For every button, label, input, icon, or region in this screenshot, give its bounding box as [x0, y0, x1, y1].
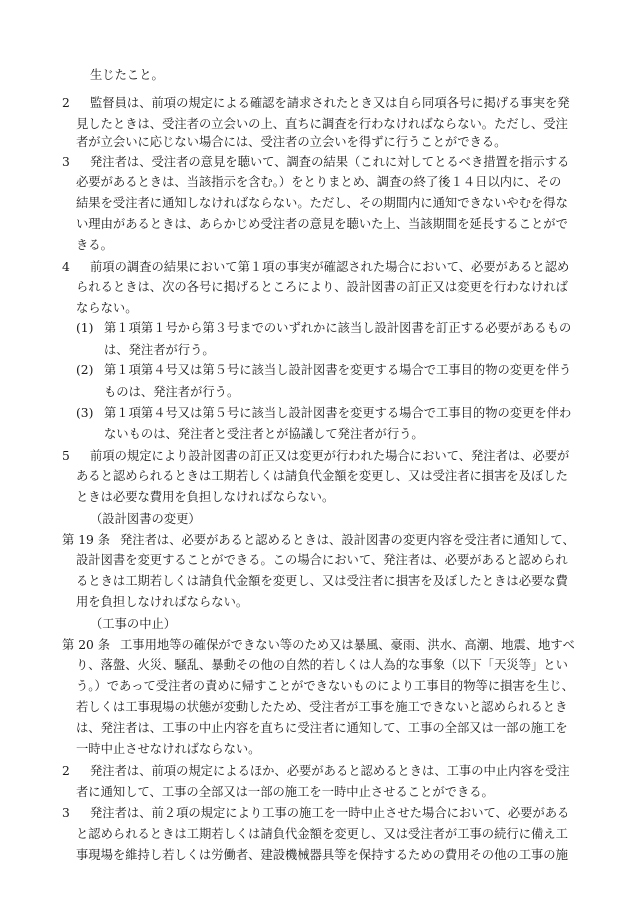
paragraph-number: 3: [62, 155, 70, 169]
article-caption: （工事の中止）: [90, 617, 177, 631]
text-line: 生じたこと。: [90, 68, 164, 82]
text-line: 者に通知して、工事の全部又は一部の施工を一時中止させることができる。: [76, 785, 494, 799]
text-line: 一時中止させなければならない。: [76, 742, 261, 756]
article-number: 第 20 条: [62, 638, 111, 652]
text-line: 設計図書を変更することができる。この場合において、発注者は、必要があると認められ: [76, 553, 568, 567]
text-line: きる。: [76, 238, 113, 252]
text-line: 前項の調査の結果において第１項の事実が確認された場合において、必要があると認め: [90, 260, 570, 274]
article-caption: （設計図書の変更）: [90, 512, 201, 526]
item-number: (3): [76, 406, 94, 420]
text-line: あると認められるときは工期若しくは請負代金額を変更し、又は受注者に損害を及ぼした: [76, 469, 568, 483]
text-line: 者が立会いに応じない場合には、受注者の立会いを得ずに行うことができる。: [76, 135, 507, 149]
text-line: は、発注者が行う。: [104, 343, 215, 357]
paragraph-number: 2: [62, 96, 70, 110]
item-number: (2): [76, 363, 94, 377]
text-line: う。）であって受注者の責めに帰すことができないものにより工事目的物等に損害を生じ、: [76, 679, 574, 693]
paragraph-number: 3: [62, 806, 70, 820]
text-line: 前項の規定により設計図書の訂正又は変更が行われた場合において、発注者は、必要が: [90, 449, 570, 463]
item-number: (1): [76, 321, 94, 335]
text-line: 用を負担しなければならない。: [76, 595, 249, 609]
text-line: 若しくは工事現場の状態が変動したため、受注者が工事を施工できないと認められるとき: [76, 700, 568, 714]
text-line: 第１項第４号又は第５号に該当し設計図書を変更する場合で工事目的物の変更を伴う: [104, 363, 572, 377]
article-number: 第 19 条: [62, 533, 111, 547]
text-line: 発注者は、受注者の意見を聴いて、調査の結果（これに対してとるべき措置を指示する: [90, 155, 570, 169]
text-line: 監督員は、前項の規定による確認を請求されたとき又は自ら同項各号に掲げる事実を発: [90, 96, 570, 110]
text-line: り、落盤、火災、騒乱、暴動その他の自然的若しくは人為的な事象（以下「天災等」とい: [76, 658, 568, 672]
text-line: ものは、発注者が行う。: [104, 385, 240, 399]
text-line: ときは必要な費用を負担しなければならない。: [76, 490, 335, 504]
paragraph-number: 2: [62, 764, 70, 778]
text-line: 結果を受注者に通知しなければならない。ただし、その期間内に通知できないやむを得な: [76, 196, 568, 210]
text-line: は、発注者は、工事の中止内容を直ちに受注者に通知して、工事の全部又は一部の施工を: [76, 721, 568, 735]
text-line: と認められるときは工期若しくは請負代金額を変更し、又は受注者が工事の続行に備え工: [76, 827, 568, 841]
paragraph-number: 4: [62, 260, 70, 274]
text-line: 第１項第４号又は第５号に該当し設計図書を変更する場合で工事目的物の変更を伴わ: [104, 406, 572, 420]
text-line: 発注者は、前項の規定によるほか、必要があると認めるときは、工事の中止内容を受注: [90, 764, 570, 778]
text-line: 第１項第１号から第３号までのいずれかに該当し設計図書を訂正する必要があるもの: [104, 321, 572, 335]
text-line: るときは工期若しくは請負代金額を変更し、又は受注者に損害を及ぼしたときは必要な費: [76, 574, 568, 588]
text-line: 見したときは、受注者の立会いの上、直ちに調査を行わなければならない。ただし、受注: [76, 117, 568, 131]
text-line: ならない。: [76, 301, 138, 315]
paragraph-number: 5: [62, 449, 70, 463]
text-line: 事現場を維持し若しくは労働者、建設機械器具等を保持するための費用その他の工事の施: [76, 848, 568, 862]
text-line: い理由があるときは、あらかじめ受注者の意見を聴いた上、当該期間を延長することがで: [76, 217, 568, 231]
text-line: 必要があるときは、当該指示を含む。）をとりまとめ、調査の終了後１４日以内に、その: [76, 175, 562, 189]
text-line: 発注者は、必要があると認めるときは、設計図書の変更内容を受注者に通知して、: [120, 533, 575, 547]
text-line: 工事用地等の確保ができない等のため又は暴風、豪雨、洪水、高潮、地震、地すべ: [120, 638, 575, 652]
text-line: ないものは、発注者と受注者とが協議して発注者が行う。: [104, 427, 424, 441]
text-line: られるときは、次の各号に掲げるところにより、設計図書の訂正又は変更を行わなければ: [76, 280, 568, 294]
text-line: 発注者は、前２項の規定により工事の施工を一時中止させた場合において、必要がある: [90, 806, 570, 820]
